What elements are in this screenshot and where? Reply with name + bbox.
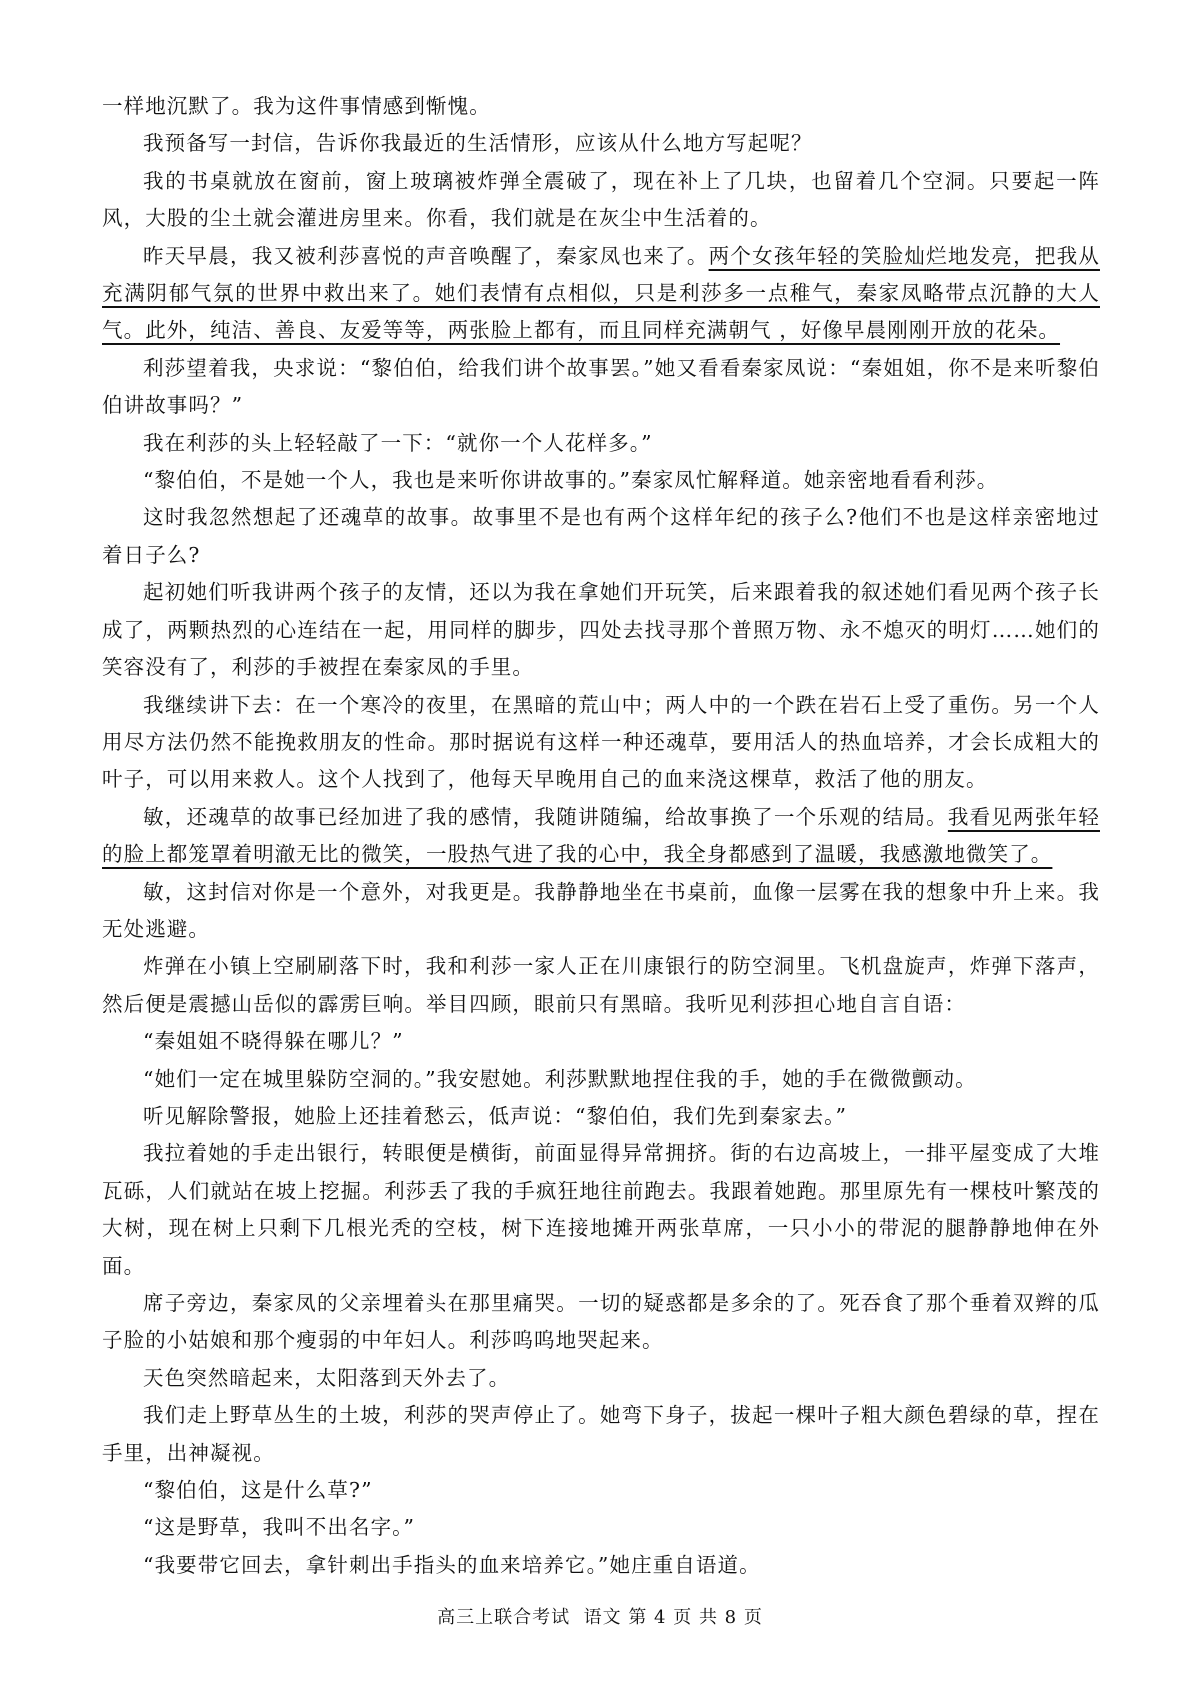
footer-subject: 语文 xyxy=(583,1607,622,1628)
paragraph xyxy=(102,574,1100,686)
paragraph-text: “黎伯伯，这是什么草?” xyxy=(143,1478,373,1503)
paragraph xyxy=(102,1285,1100,1360)
paragraph-text: “这是野草，我叫不出名字。” xyxy=(143,1515,416,1540)
paragraph-text: 听见解除警报，她脸上还挂着愁云，低声说：“黎伯伯，我们先到秦家去。” xyxy=(143,1103,848,1128)
paragraph-text: 席子旁边，秦家凤的父亲埋着头在那里痛哭。一切的疑惑都是多余的了。死吞食了那个垂着双辫的瓜子脸的小姑娘和那个瘦弱的中年妇人。利莎呜呜地哭起来。 xyxy=(102,1291,1100,1353)
paragraph xyxy=(102,687,1100,799)
paragraph xyxy=(102,1360,1100,1397)
document-body xyxy=(102,88,1100,1584)
paragraph xyxy=(102,1547,1100,1584)
underlined-text: 两个女孩年轻的笑脸灿烂地发亮，把我从充满阴郁气氛的世界中救出来了。她们表情有点相似，只是利莎多一点稚气，秦家凤略带点沉静的大人气。此外，纯洁、善良、友爱等等，两张脸上都有，而且同样充满朝气 ，好像早晨刚刚开放的花朵。 xyxy=(102,243,1100,343)
paragraph xyxy=(102,1509,1100,1546)
paragraph xyxy=(102,1135,1100,1285)
paragraph-text: 我预备写一封信，告诉你我最近的生活情形，应该从什么地方写起呢？ xyxy=(143,131,813,156)
paragraph xyxy=(102,125,1100,162)
underlined-text: 我看见两张年轻的脸上都笼罩着明澈无比的微笑，一股热气进了我的心中，我全身都感到了温暖，我感激地微笑了。 xyxy=(102,804,1100,867)
paragraph-text: 我的书桌就放在窗前，窗上玻璃被炸弹全震破了，现在补上了几块，也留着几个空洞。只要起一阵风，大股的尘土就会灌进房里来。你看，我们就是在灰尘中生活着的。 xyxy=(102,168,1100,231)
paragraph-text: “秦姐姐不晓得躲在哪儿？” xyxy=(143,1029,404,1054)
paragraph xyxy=(102,1023,1100,1060)
paragraph xyxy=(102,1098,1100,1135)
paragraph-text: “她们一定在城里躲防空洞的。”我安慰她。利莎默默地捏住我的手，她的手在微微颤动。 xyxy=(143,1066,977,1091)
paragraph xyxy=(102,799,1100,874)
paragraph-text: “我要带它回去，拿针刺出手指头的血来培养它。”她庄重自语道。 xyxy=(143,1552,761,1577)
page-footer xyxy=(0,1603,1200,1629)
paragraph xyxy=(102,1397,1100,1472)
paragraph-text: 天色突然暗起来，太阳落到天外去了。 xyxy=(143,1365,511,1390)
paragraph xyxy=(102,1472,1100,1509)
paragraph-text: 炸弹在小镇上空刷刷落下时，我和利莎一家人正在川康银行的防空洞里。飞机盘旋声，炸弹下落声，然后便是震撼山岳似的霹雳巨响。举目四顾，眼前只有黑暗。我听见利莎担心地自言自语： xyxy=(102,954,1100,1016)
paragraph-text: 利莎望着我，央求说：“黎伯伯，给我们讲个故事罢。”她又看看秦家凤说：“秦姐姐，你不是来听黎伯伯讲故事吗？” xyxy=(102,355,1100,418)
paragraph xyxy=(102,238,1100,350)
paragraph xyxy=(102,350,1100,425)
paragraph xyxy=(102,948,1100,1023)
paragraph-text: 敏，还魂草的故事已经加进了我的感情，我随讲随编，给故事换了一个乐观的结局。 xyxy=(143,804,948,829)
paragraph-text: 我拉着她的手走出银行，转眼便是横街，前面显得异常拥挤。街的右边高坡上，一排平屋变成了大堆瓦砾，人们就站在坡上挖掘。利莎丢了我的手疯狂地往前跑去。我跟着她跑。那里原先有一棵枝叶繁茂的大树，现在树上只剩下几根光秃的空枝，树下连接地摊开两张草席，一只小小的带泥的腿静静地伸在外面。 xyxy=(102,1141,1100,1278)
paragraph-text: 起初她们听我讲两个孩子的友情，还以为我在拿她们开玩笑，后来跟着我的叙述她们看见两个孩子长成了，两颗热烈的心连结在一起，用同样的脚步，四处去找寻那个普照万物、永不熄灭的明灯……她们的笑容没有了，利莎的手被捏在秦家凤的手里。 xyxy=(102,580,1100,680)
footer-page-number: 第 4 页 共 8 页 xyxy=(628,1607,763,1628)
paragraph xyxy=(102,1061,1100,1098)
paragraph-text: 这时我忽然想起了还魂草的故事。故事里不是也有两个这样年纪的孩子么?他们不也是这样亲密地过着日子么? xyxy=(102,505,1100,567)
paragraph xyxy=(102,874,1100,949)
paragraph xyxy=(102,462,1100,499)
paragraph-text: 我在利莎的头上轻轻敲了一下：“就你一个人花样多。” xyxy=(143,430,653,455)
footer-exam-name: 高三上联合考试 xyxy=(437,1607,571,1628)
paragraph-text: “黎伯伯，不是她一个人，我也是来听你讲故事的。”秦家凤忙解释道。她亲密地看看利莎。 xyxy=(143,468,999,493)
paragraph-text: 一样地沉默了。我为这件事情感到惭愧。 xyxy=(102,94,491,118)
paragraph-text: 昨天早晨，我又被利莎喜悦的声音唤醒了，秦家凤也来了。 xyxy=(143,243,709,268)
paragraph-text: 我们走上野草丛生的土坡，利莎的哭声停止了。她弯下身子，拔起一棵叶子粗大颜色碧绿的草，捏在手里，出神凝视。 xyxy=(102,1403,1100,1465)
paragraph xyxy=(102,163,1100,238)
paragraph xyxy=(102,88,1100,125)
paragraph-text: 敏，这封信对你是一个意外，对我更是。我静静地坐在书桌前，血像一层雾在我的想象中升上来。我无处逃避。 xyxy=(102,879,1100,941)
paragraph xyxy=(102,499,1100,574)
paragraph xyxy=(102,425,1100,462)
paragraph-text: 我继续讲下去：在一个寒冷的夜里，在黑暗的荒山中；两人中的一个跌在岩石上受了重伤。另一个人用尽方法仍然不能挽救朋友的性命。那时据说有这样一种还魂草，要用活人的热血培养，才会长成粗大的叶子，可以用来救人。这个人找到了，他每天早晚用自己的血来浇这棵草，救活了他的朋友。 xyxy=(102,692,1100,792)
footer-spacer xyxy=(570,1607,583,1628)
